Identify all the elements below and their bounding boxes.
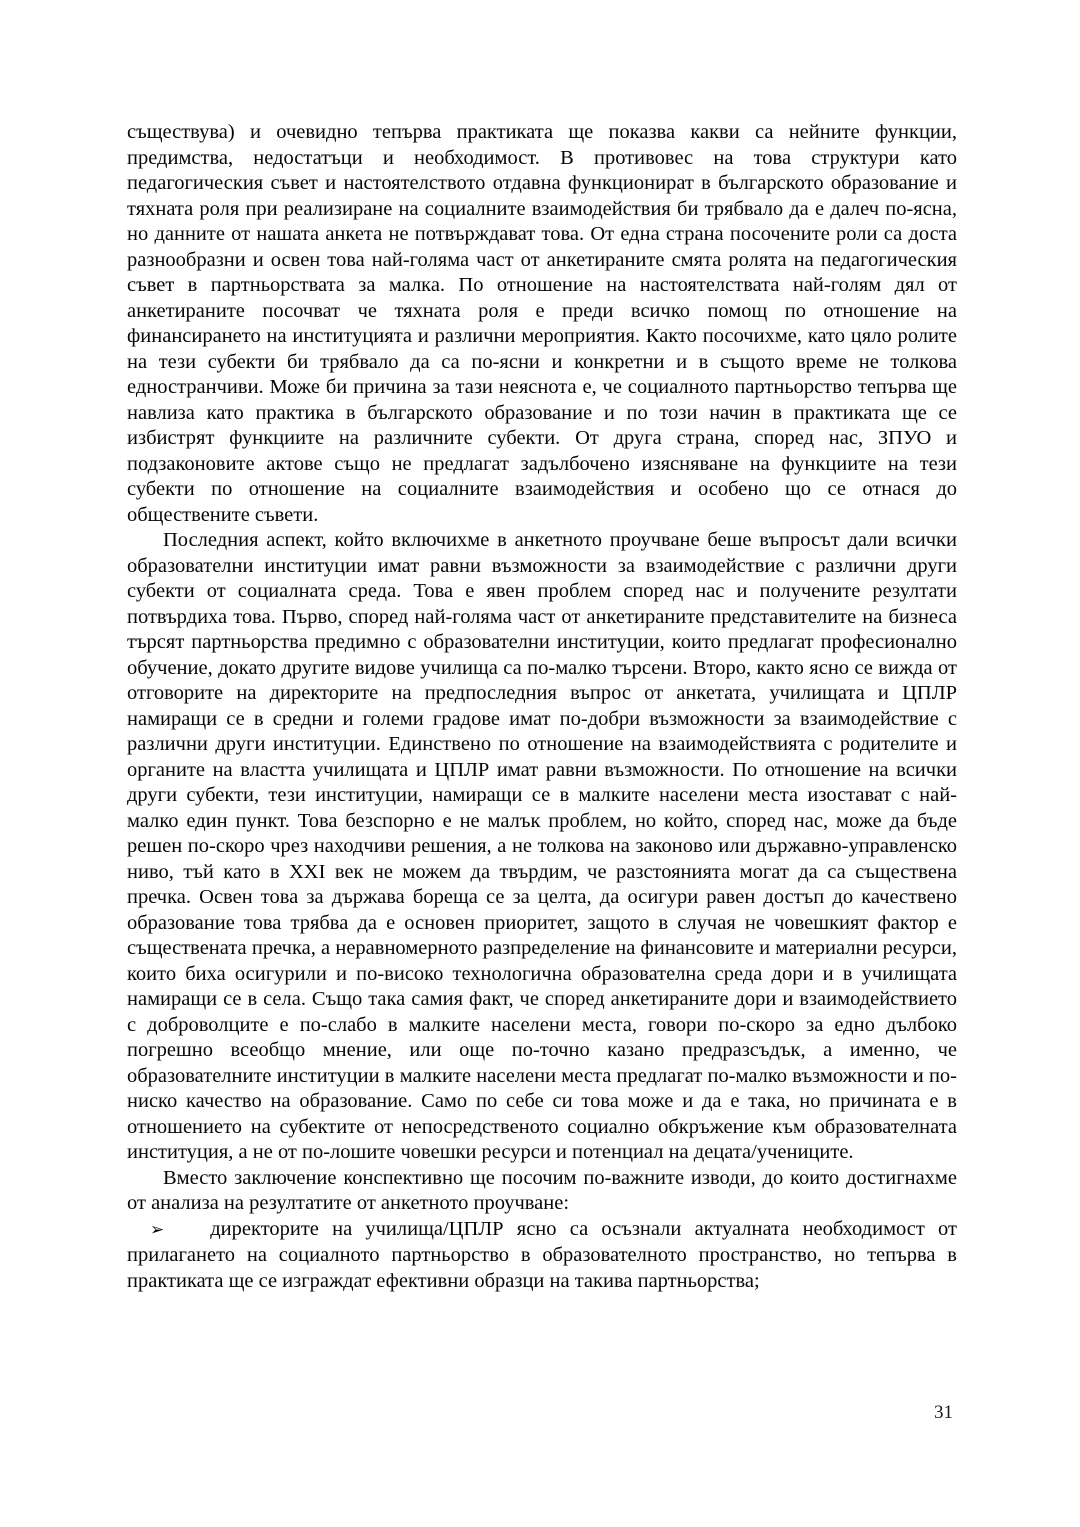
arrow-bullet-icon: ➢ [150, 1219, 165, 1240]
page-number: 31 [934, 1402, 953, 1423]
bullet-item [127, 1217, 957, 1295]
page-text-block [127, 120, 957, 1294]
bullet-item-text: директорите на училища/ЦПЛР ясно са осъзнали актуалната необходимост от прилагането на социалното партньорство в образователното пространство, но тепърва в практиката ще се изграждат ефективни образци на такива партньорства; [127, 1217, 957, 1292]
body-paragraph-1: съществува) и очевидно тепърва практиката ще показва какви са нейните функции, предимства, недостатъци и необходимост. В противовес на това структури като педагогическия съвет и настоятелството отдавна функционират в българското образование и тяхната роля при реализиране на социалните взаимодействия би трябвало да е далеч по-ясна, но данните от нашата анкета не потвърждават това. От една страна посочените роли са доста разнообразни и освен това най-голяма част от анкетираните смята ролята на педагогическия съвет в партньорствата за малка. По отношение на настоятелствата най-голям дял от анкетираните посочват че тяхната роля е преди всичко помощ по отношение на финансирането на институцията и различни мероприятия. Както посочихме, като цяло ролите на тези субекти би трябвало да са по-ясни и конкретни и в същото време не толкова едностранчиви. Може би причина за тази неяснота е, че социалното партньорство тепърва ще навлиза като практика в българското образование и по този начин в практиката ще се избистрят функциите на различните субекти. От друга страна, според нас, ЗПУО и подзаконовите актове също не предлагат задълбочено изясняване на функциите на тези субекти по отношение на социалните взаимодействия и особено що се отнася до обществените съвети. [127, 121, 957, 526]
body-paragraph-2: Последния аспект, който включихме в анкетното проучване беше въпросът дали всички образователни институции имат равни възможности за взаимодействие с различни други субекти от социалната среда. Това е явен проблем според нас и получените резултати потвърдиха това. Първо, според най-голяма част от анкетираните представителите на бизнеса търсят партньорства предимно с образователни институции, които предлагат професионално обучение, докато другите видове училища са по-малко търсени. Второ, както ясно се вижда от отговорите на директорите на предпоследния въпрос от анкетата, училищата и ЦПЛР намиращи се в средни и големи градове имат по-добри възможности за взаимодействие с различни други институции. Единствено по отношение на взаимодействията с родителите и органите на властта училищата и ЦПЛР имат равни възможности. По отношение на всички други субекти, тези институции, намиращи се в малките населени места изостават с най-малко един пункт. Това безспорно е не малък проблем, но който, според нас, може да бъде решен по-скоро чрез находчиви решения, а не толкова на законово или държавно-управленско ниво, тъй като в XXI век не можем да твърдим, че разстоянията могат да са съществена пречка. Освен това за държава бореща се за целта, да осигури равен достъп до качествено образование това трябва да е основен приоритет, защото в случая не човешкият фактор е съществената пречка, а неравномерното разпределение на финансовите и материални ресурси, които биха осигурили и по-високо технологична образователна среда дори и в училищата намиращи се в села. Също така самия факт, че според анкетираните дори и взаимодействието с доброволците е по-слабо в малките населени места, говори по-скоро за едно дълбоко погрешно всеобщо мнение, или още по-точно казано предразсъдък, а именно, че образователните институции в малките населени места предлагат по-малко възможности и по-ниско качество на образование. Само по себе си това може и да е така, но причината е в отношението на субектите от непосредственото социално обкръжение към образователната институция, а не от по-лошите човешки ресурси и потенциал на децата/учениците. [127, 529, 957, 1163]
body-paragraph-3: Вместо заключение конспективно ще посочим по-важните изводи, до които достигнахме от анализа на резултатите от анкетното проучване: [127, 1166, 957, 1214]
